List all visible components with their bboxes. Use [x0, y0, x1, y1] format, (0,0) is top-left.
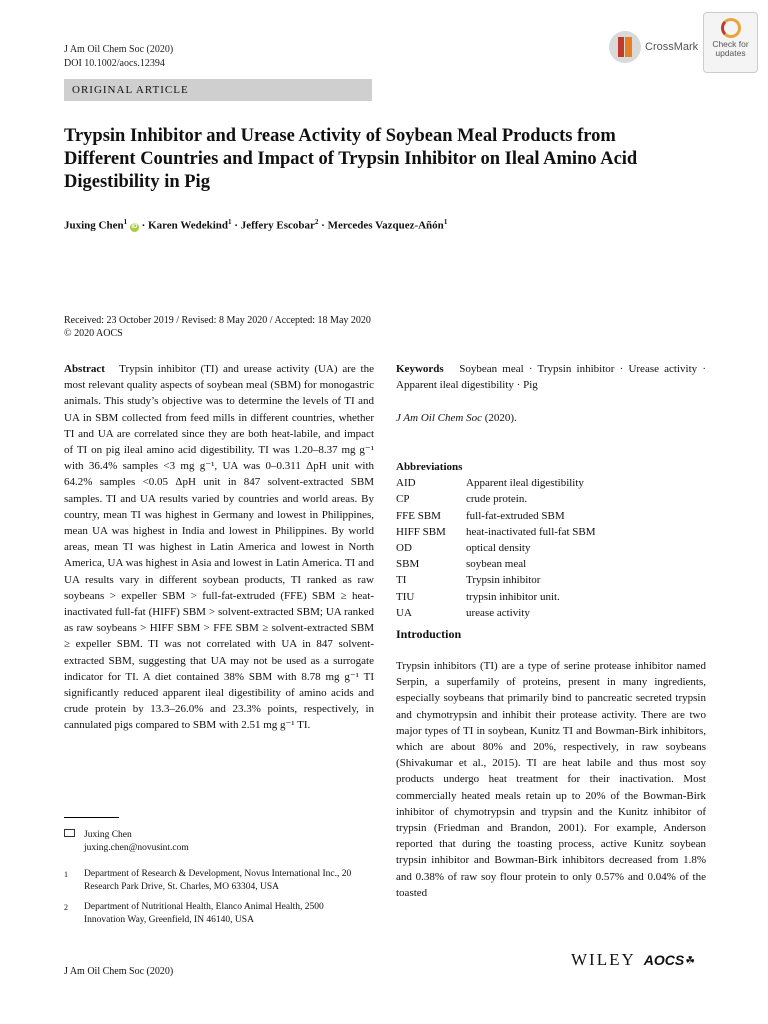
crossmark-badge[interactable]	[609, 30, 698, 64]
abbreviation-term: OD	[396, 542, 412, 555]
crossmark-label: CrossMark	[645, 41, 699, 53]
abbreviations-heading: Abbreviations	[396, 461, 463, 473]
abstract-label: Abstract	[64, 363, 105, 375]
author-affiliation-mark: 1	[228, 218, 232, 226]
abbreviation-row	[396, 491, 596, 507]
copyright-line: © 2020 AOCS	[64, 328, 123, 339]
affiliation-note	[64, 868, 364, 894]
author-affiliation-mark: 2	[314, 218, 319, 226]
author-affiliation-mark: 1	[443, 218, 448, 226]
abbreviation-definition: Trypsin inhibitor	[466, 574, 541, 587]
aocs-drops-icon: ☘	[685, 954, 696, 967]
author-name[interactable]: Juxing Chen	[64, 219, 124, 232]
abbreviation-term: CP	[396, 493, 410, 506]
abbreviation-row	[396, 524, 596, 540]
updates-line-2: updates	[715, 48, 746, 58]
abbreviation-definition: soybean meal	[466, 558, 527, 571]
abbreviation-row	[396, 540, 596, 556]
abbreviation-definition: heat-inactivated full-fat SBM	[466, 525, 596, 538]
affiliation-text: Department of Nutritional Health, Elanco Animal Health, 2500 Innovation Way, Greenfield, IN 46140, USA	[84, 902, 324, 925]
abbreviation-term: SBM	[396, 558, 420, 571]
introduction-text: Trypsin inhibitors (TI) are a type of serine protease inhibitor named Serpin, a superfamily of proteins, present in many ingredients, especially soybeans that primarily bind to pancreatic secreted trypsin and chymotrypsin and inhibit their protease activity. There are two major types of TI in soybean, Kunitz TI and Bowman-Birk inhibitors, which are about 80% and 20%, respectively, in raw soybeans (Shivakumar et al., 2015). TI are heat labile and thus most soy products undergo heat treatment for their inactivation. Most commercially heated meals retain up to 20% of the Bowman-Birk inhibitor of chymotrypsin and trypsin and the Kunitz inhibitor of trypsin (Friedman and Brandon, 2001). For example, Anderson reported that during the toasting process, active Kunitz soybean trypsin inhibitor and Bowman-Birk inhibitors decreased from 1.8% and 0.38% of raw soy flour protein to only 0.57% and 0.04% of the toasted	[396, 660, 706, 899]
aocs-logo: AOCS	[643, 952, 685, 968]
affiliation-mark: 2	[64, 903, 68, 912]
abbreviation-definition: full-fat-extruded SBM	[466, 509, 565, 522]
citation-journal: J Am Oil Chem Soc	[396, 412, 482, 424]
citation-line	[396, 410, 706, 426]
updates-icon	[721, 18, 741, 38]
abbreviation-term: AID	[396, 477, 416, 490]
abbreviation-term: TIU	[396, 590, 415, 603]
keywords-label: Keywords	[396, 363, 444, 375]
author-name[interactable]: Jeffery Escobar	[240, 219, 315, 232]
abbreviation-row	[396, 589, 596, 605]
author-list	[64, 218, 447, 232]
doi-line[interactable]: DOI 10.1002/aocs.12394	[64, 58, 165, 69]
abbreviation-row	[396, 605, 596, 621]
crossmark-icon	[609, 31, 641, 63]
abstract-section	[64, 361, 374, 734]
introduction-heading: Introduction	[396, 627, 462, 641]
abbreviation-term: HIFF SBM	[396, 525, 446, 538]
keywords-section	[396, 361, 706, 393]
article-title: Trypsin Inhibitor and Urease Activity of Soybean Meal Products from Different Countries and Impact of Trypsin Inhibitor on Ileal Amino Acid Digestibility in Pig	[64, 126, 638, 192]
author-name[interactable]: Mercedes Vazquez-Añón	[327, 219, 444, 232]
article-dates	[64, 314, 371, 340]
author-separator: ·	[321, 219, 325, 232]
abstract-text: Trypsin inhibitor (TI) and urease activity (UA) are the most relevant quality aspects of soybean meal (SBM) for monogastric animals. This study’s objective was to determine the levels of TI and UA in SBM collected from feed mills in different countries, whether TI and UA are correlated since they are both heat-labile, and impact of TI on pig ileal amino acid digestibility. TI was 1.20–8.37 mg g⁻¹ with 36.4% samples <3 mg g⁻¹, UA was 0–0.311 ΔpH unit with 64.2% samples <0.05 ΔpH unit in 847 solvent-extracted SBM samples. TI and UA results varied by countries and world areas. By country, mean TI was highest in Germany and lowest in Philippines, mean UA was highest in India and lowest in Philippines. By world areas, mean TI was highest in Latin America and lowest in North America, UA was highest in Asia and lowest in Latin America. TI and UA results vary in different soybean products, TI ranked as raw soybeans > expeller SBM > full-fat-extruded (FFE) SBM ≥ heat-inactivated full-fat (HIFF) SBM > solvent-extracted SBM; UA ranked as raw soybeans > HIFF SBM > FFE SBM ≥ solvent-extracted SBM ≥ expeller SBM. TI was not correlated with UA in 847 solvent-extracted SBM, suggesting that UA may not be used as a surrogate indicator for TI. A diet contained 38% SBM with 8.78 mg g⁻¹ TI significantly reduced apparent ileal digestibility of amino acids and crude protein by 13.3–26.0% and 23.3% points, respectively, in cannulated pigs compared to SBM with 2.51 mg g⁻¹ TI.	[64, 363, 374, 732]
check-for-updates-badge[interactable]	[703, 12, 758, 73]
keywords-text: Soybean meal · Trypsin inhibitor · Urease activity · Apparent ileal digestibility · Pig	[396, 363, 707, 392]
abbreviations-section	[396, 459, 596, 621]
abbreviation-definition: crude protein.	[466, 493, 528, 506]
journal-line: J Am Oil Chem Soc (2020)	[64, 44, 174, 55]
citation-year: (2020).	[484, 412, 517, 424]
abbreviation-term: UA	[396, 606, 412, 619]
abbreviation-definition: trypsin inhibitor unit.	[466, 590, 560, 603]
journal-header	[64, 43, 173, 71]
author-separator: ·	[234, 219, 238, 232]
article-type-banner: ORIGINAL ARTICLE	[64, 79, 372, 101]
publisher-logo	[571, 950, 695, 970]
footnote-divider	[64, 817, 119, 818]
updates-line-1: Check for	[712, 39, 749, 49]
corresponding-author-note	[64, 829, 364, 855]
abbreviation-row	[396, 475, 596, 491]
affiliation-note	[64, 901, 364, 927]
abbreviation-row	[396, 508, 596, 524]
affiliation-mark: 1	[64, 870, 68, 879]
affiliation-text: Department of Research & Development, Novus International Inc., 20 Research Park Drive, St. Charles, MO 63304, USA	[84, 869, 352, 892]
mail-icon	[64, 829, 75, 837]
orcid-icon[interactable]: iD	[131, 223, 138, 230]
abbreviation-definition: optical density	[466, 542, 531, 555]
abbreviation-term: FFE SBM	[396, 509, 441, 522]
abbreviation-term: TI	[396, 574, 407, 587]
abbreviation-definition: urease activity	[466, 606, 530, 619]
wiley-logo: WILEY	[571, 950, 636, 969]
footer-journal: J Am Oil Chem Soc (2020)	[64, 966, 174, 977]
history-dates: Received: 23 October 2019 / Revised: 8 May 2020 / Accepted: 18 May 2020	[64, 315, 371, 326]
author-name[interactable]: Karen Wedekind	[148, 219, 229, 232]
corresponding-name: Juxing Chen	[84, 830, 132, 840]
abbreviation-row	[396, 556, 596, 572]
abbreviation-row	[396, 572, 596, 588]
author-separator: ·	[141, 219, 146, 232]
corresponding-email[interactable]: juxing.chen@novusint.com	[84, 843, 189, 853]
abbreviation-definition: Apparent ileal digestibility	[466, 477, 584, 490]
author-affiliation-mark: 1	[123, 218, 128, 226]
